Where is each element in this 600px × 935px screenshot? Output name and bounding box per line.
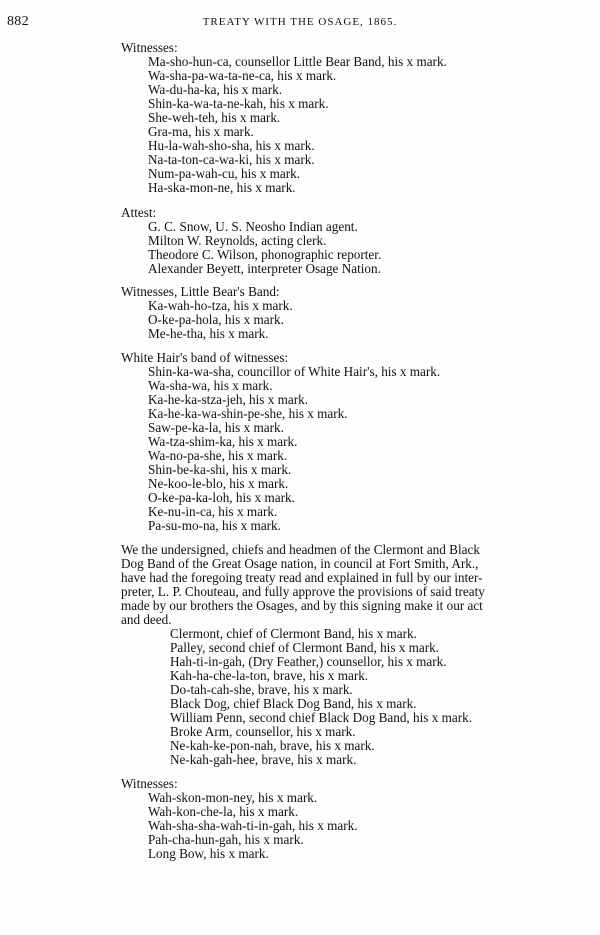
paragraph-line: We the undersigned, chiefs and headmen of the Clermont and Black [121, 542, 480, 557]
witness-line: O-ke-pa-hola, his x mark. [148, 312, 284, 327]
signatory-line: Palley, second chief of Clermont Band, his x mark. [170, 640, 440, 655]
witness-line: Wa-no-pa-she, his x mark. [148, 448, 288, 463]
page-number: 882 [7, 14, 29, 29]
signatory-line: Hah-ti-in-gah, (Dry Feather,) counsellor, his x mark. [170, 654, 447, 669]
little-bear-heading: Witnesses, Little Bear's Band: [121, 284, 280, 299]
signatory-line: Ne-kah-ke-pon-nah, brave, his x mark. [170, 738, 375, 753]
witness-line: Shin-ka-wa-sha, councillor of White Hair's, his x mark. [148, 364, 441, 379]
witness-line: Ka-he-ka-stza-jeh, his x mark. [148, 392, 309, 407]
signatory-line: William Penn, second chief Black Dog Band, his x mark. [170, 710, 472, 725]
attest-line: Theodore C. Wilson, phonographic reporter. [148, 247, 382, 262]
witness-line: Ka-he-ka-wa-shin-pe-she, his x mark. [148, 406, 348, 421]
witness-line: Wah-sha-sha-wah-ti-in-gah, his x mark. [148, 818, 358, 833]
signatory-line: Black Dog, chief Black Dog Band, his x mark. [170, 696, 417, 711]
witness-line: Ma-sho-hun-ca, counsellor Little Bear Band, his x mark. [148, 54, 447, 69]
witness-line: Pa-su-mo-na, his x mark. [148, 518, 281, 533]
witness-line: Wa-du-ha-ka, his x mark. [148, 82, 283, 97]
white-hair-heading: White Hair's band of witnesses: [121, 350, 289, 365]
witnesses-heading: Witnesses: [121, 776, 178, 791]
witness-line: Wa-sha-wa, his x mark. [148, 378, 273, 393]
attest-line: Alexander Beyett, interpreter Osage Nation. [148, 261, 381, 276]
witness-line: O-ke-pa-ka-loh, his x mark. [148, 490, 295, 505]
signatory-line: Ne-kah-gah-hee, brave, his x mark. [170, 752, 357, 767]
witness-line: Num-pa-wah-cu, his x mark. [148, 166, 300, 181]
witness-line: Wah-kon-che-la, his x mark. [148, 804, 299, 819]
witness-line: She-weh-teh, his x mark. [148, 110, 281, 125]
witness-line: Pah-cha-hun-gah, his x mark. [148, 832, 304, 847]
witness-line: Ha-ska-mon-ne, his x mark. [148, 180, 296, 195]
paragraph-line: Dog Band of the Great Osage nation, in council at Fort Smith, Ark., [121, 556, 479, 571]
running-head: TREATY WITH THE OSAGE, 1865. [202, 16, 398, 28]
witness-line: Wa-sha-pa-wa-ta-ne-ca, his x mark. [148, 68, 337, 83]
witness-line: Na-ta-ton-ca-wa-ki, his x mark. [148, 152, 315, 167]
attest-line: G. C. Snow, U. S. Neosho Indian agent. [148, 219, 358, 234]
witness-line: Ka-wah-ho-tza, his x mark. [148, 298, 293, 313]
witnesses-heading: Witnesses: [121, 40, 178, 55]
paragraph-line: made by our brothers the Osages, and by this signing make it our act [121, 598, 483, 613]
witness-line: Shin-be-ka-shi, his x mark. [148, 462, 292, 477]
paragraph-line: and deed. [121, 612, 172, 627]
witness-line: Ne-koo-le-blo, his x mark. [148, 476, 289, 491]
signatory-line: Clermont, chief of Clermont Band, his x mark. [170, 626, 417, 641]
witness-line: Wa-tza-shim-ka, his x mark. [148, 434, 298, 449]
signatory-line: Do-tah-cah-she, brave, his x mark. [170, 682, 353, 697]
signatory-line: Kah-ha-che-la-ton, brave, his x mark. [170, 668, 369, 683]
paragraph-line: have had the foregoing treaty read and explained in full by our inter- [121, 570, 483, 585]
signatory-line: Broke Arm, counsellor, his x mark. [170, 724, 356, 739]
witness-line: Gra-ma, his x mark. [148, 124, 254, 139]
witness-line: Me-he-tha, his x mark. [148, 326, 269, 341]
witness-line: Shin-ka-wa-ta-ne-kah, his x mark. [148, 96, 329, 111]
witness-line: Saw-pe-ka-la, his x mark. [148, 420, 284, 435]
witness-line: Long Bow, his x mark. [148, 846, 269, 861]
witness-line: Wah-skon-mon-ney, his x mark. [148, 790, 318, 805]
attest-heading: Attest: [121, 205, 157, 220]
witness-line: Hu-la-wah-sho-sha, his x mark. [148, 138, 315, 153]
paragraph-line: preter, L. P. Chouteau, and fully approve the provisions of said treaty [121, 584, 485, 599]
attest-line: Milton W. Reynolds, acting clerk. [148, 233, 327, 248]
witness-line: Ke-nu-in-ca, his x mark. [148, 504, 278, 519]
